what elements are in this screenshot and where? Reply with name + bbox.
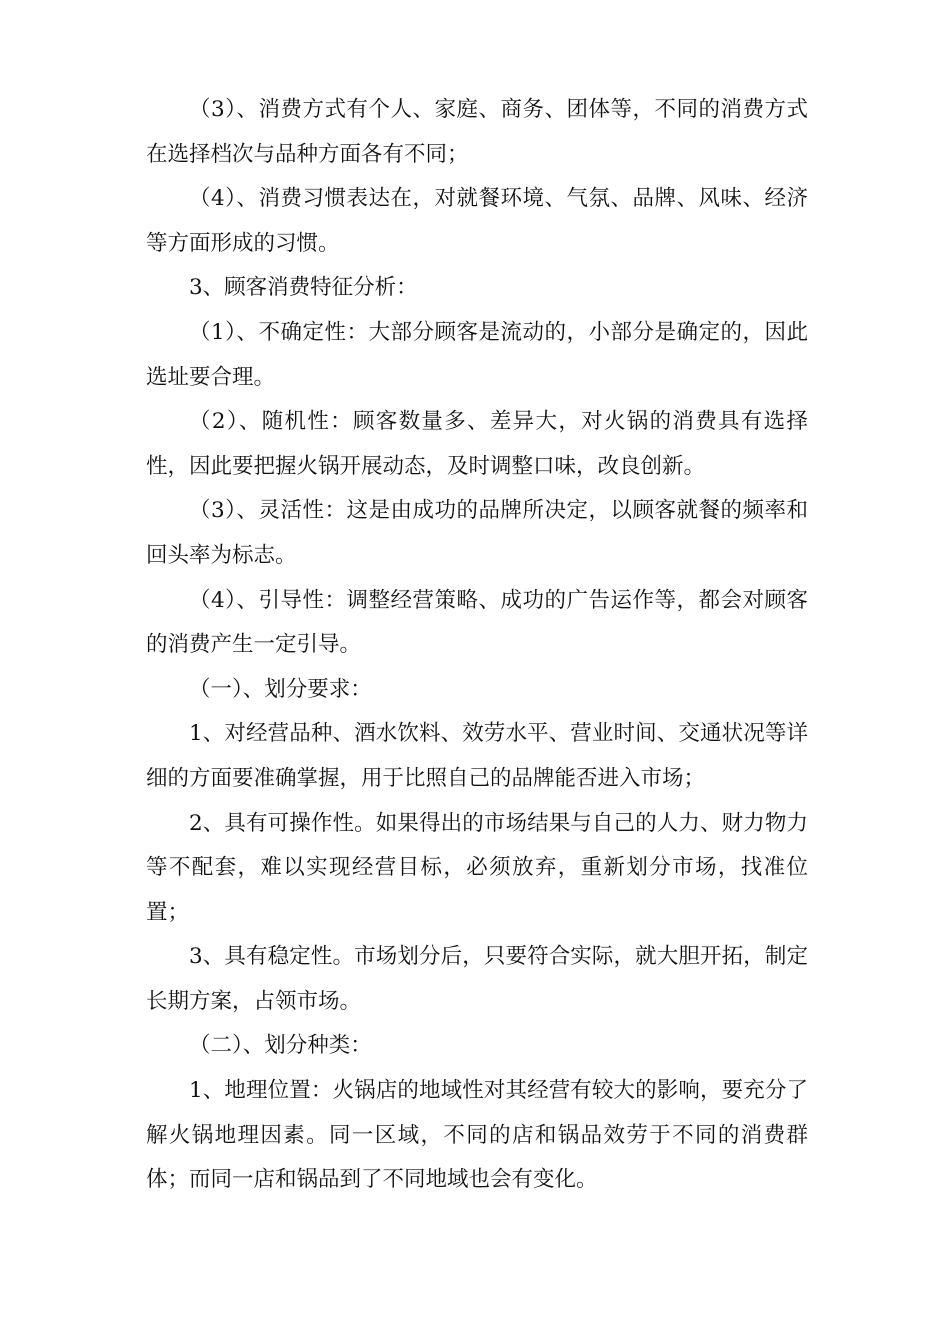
section-heading-division-requirements: （一）、划分要求：	[189, 676, 372, 702]
paragraph-consumption-mode: （3）、消费方式有个人、家庭、商务、团体等，不同的消费方式在选择档次与品种方面各有不同；	[146, 97, 808, 167]
paragraph-randomness: （2）、随机性：顾客数量多、差异大，对火锅的消费具有选择性，因此要把握火锅开展动态，及时调整口味，改良创新。	[146, 409, 808, 479]
paragraph-requirement-1: 1、对经营品种、酒水饮料、效劳水平、营业时间、交通状况等详细的方面要准确掌握，用于比照自己的品牌能否进入市场；	[146, 721, 808, 791]
section-heading-customer-analysis: 3、顾客消费特征分析：	[189, 275, 418, 301]
paragraph-requirement-3: 3、具有稳定性。市场划分后，只要符合实际，就大胆开拓，制定长期方案，占领市场。	[146, 944, 808, 1014]
paragraph-flexibility: （3）、灵活性：这是由成功的品牌所决定，以顾客就餐的频率和回头率为标志。	[146, 498, 808, 568]
section-heading-division-types: （二）、划分种类：	[189, 1033, 372, 1059]
paragraph-requirement-2: 2、具有可操作性。如果得出的市场结果与自己的人力、财力物力等不配套，难以实现经营目标，必须放弃，重新划分市场，找准位置；	[146, 810, 808, 925]
document-body	[146, 88, 808, 1203]
paragraph-guidance: （4）、引导性：调整经营策略、成功的广告运作等，都会对顾客的消费产生一定引导。	[146, 587, 808, 658]
paragraph-uncertainty: （1）、不确定性：大部分顾客是流动的，小部分是确定的，因此选址要合理。	[146, 319, 808, 390]
paragraph-consumption-habit: （4）、消费习惯表达在，对就餐环境、气氛、品牌、风味、经济等方面形成的习惯。	[146, 186, 808, 256]
paragraph-geography: 1、地理位置：火锅店的地域性对其经营有较大的影响，要充分了解火锅地理因素。同一区域，不同的店和锅品效劳于不同的消费群体；而同一店和锅品到了不同地域也会有变化。	[146, 1078, 808, 1193]
